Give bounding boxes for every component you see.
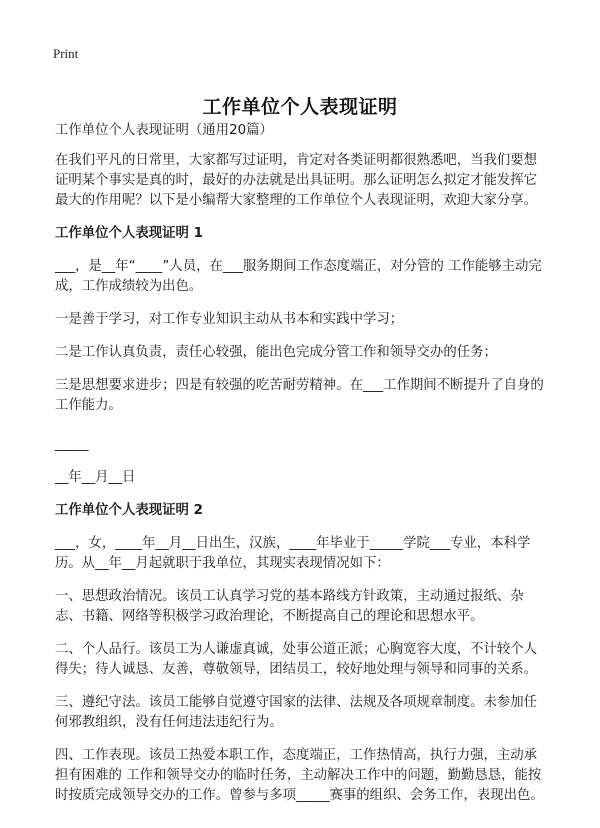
- section2-paragraph: 三、遵纪守法。该员工能够自觉遵守国家的法律、法规及各项规章制度。未参加任何邪教组织，没有任何违法违纪行为。: [55, 695, 538, 730]
- intro-paragraph: 在我们平凡的日常里，大家都写过证明，肯定对各类证明都很熟悉吧，当我们要想证明某个事实是真的时，最好的办法就是出具证明。那么证明怎么拟定才能发挥它最大的作用呢？以下是小编帮大家整理的工作单位个人表现证明，欢迎大家分享。: [55, 153, 538, 208]
- section1-paragraph: 二是工作认真负责，责任心较强，能出色完成分管工作和领导交办的任务；: [55, 345, 497, 360]
- section1-paragraph: 三是思想要求进步；四是有较强的吃苦耐劳精神。在___工作期间不断提升了自身的工作能力。: [55, 378, 544, 413]
- signature-line: _____: [55, 437, 89, 452]
- section1-paragraph: 一是善于学习，对工作专业知识主动从书本和实践中学习；: [55, 312, 404, 327]
- page-title: 工作单位个人表现证明: [202, 95, 398, 118]
- document-body: [55, 121, 550, 819]
- section2-paragraph: ___，女，____年__月__日出生，汉族，____年毕业于_____学院___专业，本科学历。从__年__月起就职于我单位，其现实表现情况如下：: [55, 536, 531, 571]
- section2-paragraph: 二、个人品行。该员工为人谦虚真诚，处事公道正派；心胸宽容大度，不计较个人得失；待人诚恳、友善，尊敬领导，团结员工，较好地处理与领导和同事的关系。: [55, 642, 538, 677]
- section2-paragraph: 一、思想政治情况。该员工认真学习党的基本路线方针政策，主动通过报纸、杂志、书籍、网络等积极学习政治理论，不断提高自己的理论和思想水平。: [55, 589, 524, 624]
- section-heading-2: 工作单位个人表现证明 2: [55, 503, 203, 518]
- section2-paragraph: 四、工作表现。该员工热爱本职工作，态度端正，工作热情高，执行力强，主动承担有困难的 工作和领导交办的临时任务，主动解决工作中的问题，勤勤恳恳，能按时按质完成领导交办的工作。曾参与多项_____赛事的组织、会务工作，表现出色。: [55, 748, 544, 803]
- section1-paragraph: ___，是__年“____”人员，在___服务期间工作态度端正，对分管的 工作能够主动完成，工作成绩较为出色。: [55, 259, 542, 294]
- print-link[interactable]: Print: [53, 46, 79, 61]
- document-subtitle: 工作单位个人表现证明（通用20篇）: [55, 123, 273, 138]
- section-heading-1: 工作单位个人表现证明 1: [55, 226, 203, 241]
- date-line: __年__月__日: [55, 470, 136, 485]
